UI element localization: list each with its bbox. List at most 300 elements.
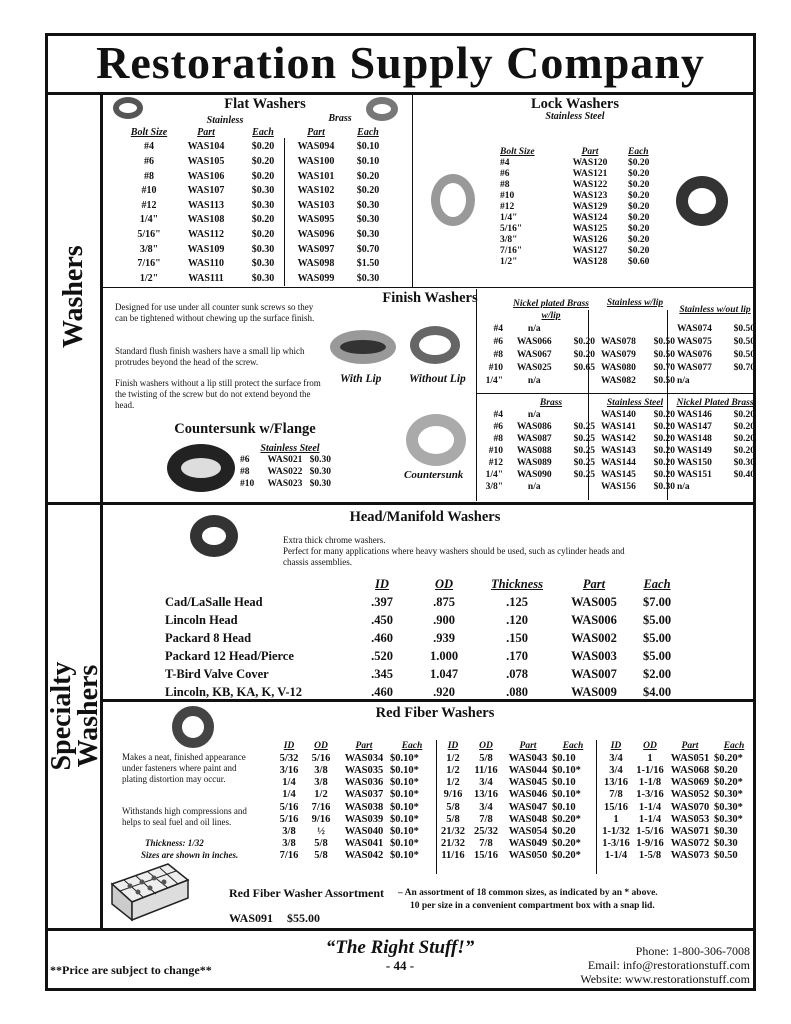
table-cell: WAS088 (516, 446, 552, 456)
table-cell: WAS077 (677, 362, 712, 373)
table-cell: .125 (506, 594, 528, 609)
table-cell: ½ (317, 825, 325, 837)
table-cell: 1-5/16 (636, 825, 664, 837)
table-cell: WAS156 (601, 482, 636, 492)
table-cell: 7/8 (609, 789, 623, 801)
col-header: Bolt Size (130, 126, 168, 138)
table-cell: Packard 8 Head (165, 630, 252, 645)
table-cell: $0.10* (390, 801, 419, 813)
table-cell: WAS021 (267, 455, 303, 465)
table-cell: $0.50 (733, 349, 755, 360)
table-row (128, 256, 388, 271)
table-row (165, 647, 685, 665)
table-cell: $0.20 (251, 170, 275, 182)
table-cell: 1-9/16 (636, 838, 664, 850)
table-cell: $0.30 (251, 258, 275, 270)
table-header-row (274, 740, 434, 752)
table-row (500, 234, 660, 245)
col-header: Part (307, 126, 325, 138)
caption-without-lip: Without Lip (409, 373, 466, 385)
table-cell: WAS025 (516, 362, 552, 373)
table-cell: 1-1/16 (636, 764, 664, 776)
table-cell: $0.20* (714, 752, 743, 764)
table-cell: WAS121 (572, 168, 608, 179)
table-cell: WAS126 (572, 234, 608, 245)
table-cell: $0.70 (733, 362, 755, 373)
table-row (128, 213, 388, 228)
table-row (500, 223, 660, 234)
table-cell: #8 (493, 434, 503, 444)
table-row (481, 323, 755, 336)
table-cell: $0.20 (733, 434, 755, 444)
table-row (274, 813, 434, 825)
table-row (481, 374, 755, 387)
table-cell: WAS120 (572, 157, 608, 168)
table-cell: $0.20 (573, 349, 595, 360)
table-cell: Lincoln, KB, KA, K, V-12 (165, 684, 303, 699)
countersunk-rows (240, 454, 340, 490)
table-cell: WAS035 (344, 764, 384, 776)
manifold-washer-image (190, 515, 238, 557)
table-row (438, 764, 594, 776)
table-cell: #12 (488, 458, 503, 468)
table-cell: WAS106 (187, 170, 225, 182)
table-cell: #4 (493, 324, 503, 335)
table-cell: WAS005 (571, 594, 617, 609)
col-header: Part (581, 146, 599, 157)
table-cell: n/a (527, 482, 541, 492)
table-row (598, 777, 754, 789)
table-header-row (481, 397, 755, 409)
col-header: OD (479, 741, 493, 752)
table-row (240, 466, 340, 478)
table-row (500, 157, 660, 168)
table-cell: WAS098 (297, 258, 335, 270)
divider (45, 502, 756, 505)
table-cell: $0.30 (733, 458, 755, 468)
countersunk-subtitle: Stainless Steel (260, 443, 320, 454)
table-header-row (598, 740, 754, 752)
col-header: ID (375, 576, 389, 591)
table-cell: WAS108 (187, 214, 225, 226)
col-header: Stainless w/lip (606, 298, 664, 308)
table-cell: #10 (500, 190, 515, 201)
table-cell: $0.30 (356, 214, 380, 226)
table-cell: .875 (433, 594, 455, 609)
table-cell: WAS075 (677, 337, 712, 348)
table-cell: #4 (144, 141, 154, 153)
divider (436, 740, 437, 874)
table-cell: 3/4 (609, 752, 623, 764)
table-cell: WAS095 (297, 214, 335, 226)
table-row (598, 752, 754, 764)
table-cell: WAS105 (187, 155, 225, 167)
table-cell: .520 (371, 648, 393, 663)
table-cell: WAS100 (297, 155, 335, 167)
table-cell: WAS110 (187, 258, 225, 270)
table-cell: 1/2" (139, 272, 159, 284)
table-cell: 1-1/4 (638, 801, 662, 813)
fiber-rows-3 (598, 752, 754, 862)
table-cell: 3/8 (282, 825, 296, 837)
col-header: Brass (539, 398, 563, 408)
table-cell: .939 (433, 630, 455, 645)
table-cell: #12 (500, 201, 515, 212)
table-cell: WAS066 (516, 337, 552, 348)
table-row (500, 201, 660, 212)
table-row (274, 801, 434, 813)
fiber-washer-image (172, 706, 214, 748)
finish-desc-1: Designed for use under all counter sunk screws so they can be tightened without chewing up the surface finish. (115, 302, 315, 323)
table-cell: #12 (141, 199, 157, 211)
table-cell: $0.30 (356, 199, 380, 211)
table-cell: $0.30* (714, 813, 743, 825)
table-cell (562, 409, 595, 421)
table-row (274, 850, 434, 862)
table-cell: $0.20 (251, 228, 275, 240)
table-cell: WAS050 (508, 850, 548, 862)
table-cell: $0.20 (356, 170, 380, 182)
flat-washers-title: Flat Washers (224, 96, 306, 112)
table-cell: 1/2 (314, 789, 328, 801)
table-cell: $0.10* (390, 777, 419, 789)
table-cell: .460 (371, 630, 393, 645)
table-cell: $0.30 (309, 467, 332, 477)
table-cell: WAS096 (297, 228, 335, 240)
table-cell: $0.30* (714, 789, 743, 801)
table-cell: 1.000 (429, 648, 459, 663)
table-cell (726, 481, 755, 493)
table-cell: $0.30 (309, 455, 332, 465)
table-cell: 7/16" (500, 245, 523, 256)
table-cell: #4 (493, 410, 503, 420)
table-cell: $0.30 (356, 272, 380, 284)
table-cell: WAS080 (601, 362, 636, 373)
table-cell: 9/16 (311, 813, 331, 825)
lock-washers-rows (500, 157, 660, 267)
table-cell: WAS068 (670, 764, 710, 776)
table-cell: $0.30 (653, 482, 675, 492)
flat-washers-table (128, 125, 388, 286)
fiber-sizes-note: Sizes are shown in inches. (141, 850, 239, 860)
table-cell: WAS047 (508, 801, 548, 813)
footer-slogan: “The Right Stuff!” (325, 937, 475, 958)
table-cell: $0.25 (573, 434, 595, 444)
table-cell: n/a (677, 375, 690, 386)
countersunk-table (240, 454, 340, 490)
table-row (438, 752, 594, 764)
table-cell: #10 (488, 362, 503, 373)
table-cell: $0.30* (714, 801, 743, 813)
table-cell (595, 323, 648, 336)
table-cell: .120 (506, 612, 528, 627)
divider (45, 928, 756, 931)
col-header: ID (283, 741, 295, 752)
table-cell: .078 (506, 666, 528, 681)
table-cell: T-Bird Valve Cover (165, 666, 269, 681)
table-cell: WAS101 (297, 170, 335, 182)
footer-phone: Phone: 1-800-306-7008 (635, 944, 750, 958)
table-row (481, 433, 755, 445)
table-cell: #6 (493, 422, 503, 432)
table-cell: #10 (141, 185, 157, 197)
divider (476, 393, 754, 394)
finish-washer-lip-image (330, 330, 396, 364)
table-cell: 1/4" (139, 214, 159, 226)
table-cell: 5/8 (479, 752, 493, 764)
table-cell: $0.10* (390, 752, 419, 764)
divider (100, 92, 103, 930)
assortment-box-image (108, 858, 190, 924)
table-cell: $0.10 (552, 752, 576, 764)
table-row (598, 789, 754, 801)
table-cell: WAS070 (670, 801, 710, 813)
table-cell: WAS107 (187, 185, 225, 197)
table-cell: WAS149 (677, 446, 712, 456)
table-cell: $0.20 (628, 212, 650, 223)
table-cell: 5/16 (279, 801, 299, 813)
table-cell: $5.00 (642, 648, 672, 663)
countersunk-flange-title: Countersunk w/Flange (174, 421, 316, 437)
table-row (165, 629, 685, 647)
table-cell: .080 (506, 684, 528, 699)
flat-washer-image (113, 97, 143, 119)
table-cell: WAS109 (187, 243, 225, 255)
table-cell: 1-1/8 (638, 777, 662, 789)
table-row (128, 242, 388, 257)
col-header: Stainless Steel (606, 398, 664, 408)
table-cell: $0.20 (733, 446, 755, 456)
table-cell: WAS054 (508, 825, 548, 837)
table-cell: WAS123 (572, 190, 608, 201)
table-cell: $0.20 (628, 223, 650, 234)
table-cell: WAS140 (601, 410, 636, 420)
table-cell: WAS141 (601, 422, 636, 432)
table-cell: WAS034 (344, 752, 384, 764)
table-cell: WAS151 (677, 470, 712, 480)
table-cell: $0.20 (628, 179, 650, 190)
table-cell: $0.30 (251, 185, 275, 197)
table-cell: 3/4 (609, 764, 623, 776)
table-cell: $0.20 (356, 185, 380, 197)
table-row (598, 850, 754, 862)
table-cell: $0.30 (251, 272, 275, 284)
table-cell: $0.25 (573, 470, 595, 480)
table-cell: .170 (506, 648, 528, 663)
col-header: Part (681, 741, 699, 752)
finish-washers-table-2 (481, 397, 755, 493)
table-cell: $0.50 (733, 337, 755, 348)
table-cell: #10 (488, 446, 503, 456)
table-cell: WAS069 (670, 777, 710, 789)
table-row (165, 611, 685, 629)
section-label-specialty: Specialty Washers (46, 661, 104, 771)
finish-washers-title: Finish Washers (382, 290, 478, 306)
table-cell: 1-5/8 (638, 850, 662, 862)
table-cell: WAS089 (516, 458, 552, 468)
brass-label: Brass (328, 113, 352, 124)
stainless-label: Stainless (206, 115, 244, 126)
table-cell: #6 (144, 155, 154, 167)
col-header: Part (582, 576, 606, 591)
table-row (274, 777, 434, 789)
table-cell: 1-3/16 (636, 789, 664, 801)
table-cell: WAS040 (344, 825, 384, 837)
table-cell: 3/8 (314, 777, 328, 789)
col-header: Nickel Plated Brass (676, 398, 754, 408)
table-row (481, 469, 755, 481)
table-cell: .920 (433, 684, 455, 699)
page-title: Restoration Supply Company (96, 37, 705, 88)
table-cell: 1.047 (429, 666, 459, 681)
table-cell: WAS041 (344, 838, 384, 850)
col-header: Part (355, 741, 373, 752)
table-cell: $0.20* (552, 850, 581, 862)
table-cell: 1/4 (282, 777, 296, 789)
table-cell: $0.50 (653, 375, 675, 386)
table-cell: $0.10 (356, 141, 380, 153)
table-cell: WAS051 (670, 752, 710, 764)
lock-washers-subtitle: Stainless Steel (545, 111, 605, 122)
table-cell: WAS124 (572, 212, 608, 223)
col-header: OD (314, 741, 328, 752)
table-cell: $0.20 (552, 825, 576, 837)
table-row (500, 190, 660, 201)
table-cell: n/a (527, 324, 541, 335)
finish-washer-nolip-image (410, 326, 460, 364)
table-row (274, 764, 434, 776)
manifold-title: Head/Manifold Washers (349, 509, 501, 525)
table-cell: $7.00 (642, 594, 672, 609)
table-cell: WAS053 (670, 813, 710, 825)
table-cell: $0.20 (653, 434, 675, 444)
table-cell: 3/4 (479, 777, 493, 789)
table-cell: 1-1/4 (638, 813, 662, 825)
table-cell: 5/8 (314, 838, 328, 850)
table-row (500, 256, 660, 267)
table-cell: 7/16 (279, 850, 299, 862)
table-cell: .460 (371, 684, 393, 699)
table-cell: n/a (527, 410, 541, 420)
table-cell: 5/32 (279, 752, 299, 764)
divider (667, 310, 668, 500)
table-cell: 1 (647, 752, 653, 764)
table-cell: $0.50 (653, 337, 675, 348)
table-row (481, 349, 755, 362)
table-cell: 1/4" (485, 375, 503, 386)
table-cell: 3/16 (279, 764, 299, 776)
table-cell: $0.20 (733, 422, 755, 432)
table-cell: #10 (240, 479, 255, 489)
col-header: OD (643, 741, 657, 752)
table-row (500, 168, 660, 179)
footer-email: Email: info@restorationstuff.com (587, 958, 750, 972)
table-cell: WAS043 (508, 752, 548, 764)
table-row (500, 245, 660, 256)
table-cell: $0.30 (356, 228, 380, 240)
table-cell: $5.00 (642, 630, 672, 645)
table-row (274, 825, 434, 837)
table-row (128, 169, 388, 184)
table-cell: WAS090 (516, 470, 552, 480)
table-row (128, 271, 388, 286)
table-cell: WAS147 (677, 422, 712, 432)
table-cell: $0.40 (733, 470, 755, 480)
table-cell: WAS037 (344, 789, 384, 801)
table-row (128, 227, 388, 242)
lock-washer-dark-image (676, 176, 728, 226)
manifold-desc-1: Extra thick chrome washers. (283, 535, 386, 545)
table-cell: 7/8 (479, 838, 493, 850)
table-cell: $0.30 (714, 825, 738, 837)
table-cell: #6 (500, 168, 510, 179)
table-cell: #6 (493, 337, 503, 348)
table-cell: #8 (240, 467, 250, 477)
table-cell: 5/16" (500, 223, 523, 234)
table-row (481, 457, 755, 469)
table-cell: $0.20 (714, 764, 738, 776)
table-cell: $0.50 (653, 349, 675, 360)
table-cell: WAS045 (508, 777, 548, 789)
table-cell: Packard 12 Head/Pierce (165, 648, 294, 663)
table-cell: #6 (240, 455, 250, 465)
table-cell: $0.20 (251, 155, 275, 167)
table-row (598, 825, 754, 837)
table-row (128, 140, 388, 155)
table-cell: $0.10 (552, 801, 576, 813)
divider (476, 289, 477, 501)
finish-desc-3: Finish washers without a lip still protect the surface from the twisting of the screw but do not extend beyond the head. (115, 378, 321, 410)
fiber-desc-1: Makes a neat, finished appearance under fasteners where paint and plating distortion may occur. (122, 752, 246, 784)
table-cell: WAS072 (670, 838, 710, 850)
table-cell: $0.60 (628, 256, 650, 267)
table-cell: $0.20 (653, 410, 675, 420)
table-cell: 1/2 (446, 764, 460, 776)
lock-washer-image (431, 174, 475, 226)
fiber-table-3 (598, 740, 754, 862)
table-cell: n/a (527, 375, 541, 386)
brass-washer-image (366, 97, 398, 121)
table-cell: 13/16 (474, 789, 498, 801)
assortment-desc-1: – An assortment of 18 common sizes, as indicated by an * above. (398, 888, 658, 898)
caption-with-lip: With Lip (340, 373, 382, 385)
table-cell: $0.20 (628, 157, 650, 168)
table-cell: $0.20* (714, 777, 743, 789)
table-cell: n/a (677, 482, 690, 492)
table-row (481, 361, 755, 374)
table-cell: .450 (371, 612, 393, 627)
table-row (598, 764, 754, 776)
table-cell: WAS042 (344, 850, 384, 862)
table-cell: $0.25 (573, 458, 595, 468)
table-cell: $0.25 (573, 422, 595, 432)
table-cell: WAS048 (508, 813, 548, 825)
table-cell: 3/8" (139, 243, 159, 255)
col-header: Part (519, 741, 537, 752)
manifold-rows (165, 593, 685, 701)
table-cell: $0.10* (552, 789, 581, 801)
table-cell: WAS003 (571, 648, 617, 663)
table-cell (562, 481, 595, 493)
col-header: Thickness (490, 576, 544, 591)
table-cell: WAS148 (677, 434, 712, 444)
table-cell: 5/16 (311, 752, 331, 764)
table-cell: 7/16 (311, 801, 331, 813)
table-cell: $0.10 (552, 777, 576, 789)
table-cell: $0.10* (552, 764, 581, 776)
divider (596, 740, 597, 874)
table-cell: 15/16 (604, 801, 628, 813)
